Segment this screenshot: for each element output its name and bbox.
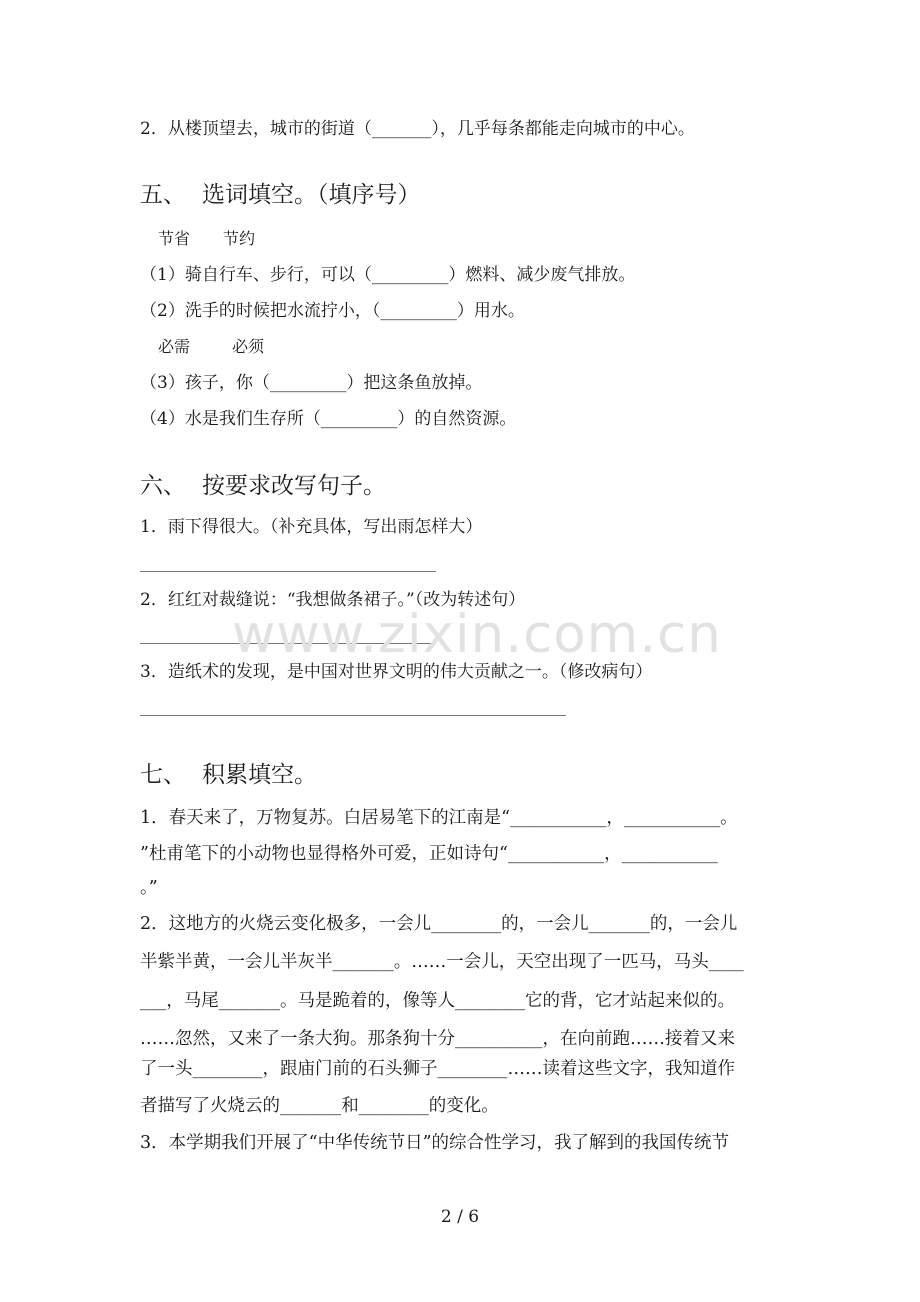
section-7-title: 积累填空。 — [202, 762, 317, 788]
section-7-line-3: 。” — [140, 878, 158, 898]
section-5-number: 五、 — [140, 182, 186, 208]
section-7-line-1: 1．春天来了，万物复苏。白居易笔下的江南是“___________，___________。 — [140, 808, 738, 828]
section-7-line-5: 半紫半黄，一会儿半灰半_______。……一会儿，天空出现了一匹马，马头____ — [140, 952, 744, 972]
answer-line-3 — [140, 715, 566, 716]
section-6-question-2: 2．红红对裁缝说：“我想做条裙子。”（改为转述句） — [140, 590, 526, 610]
section-7-line-4: 2．这地方的火烧云变化极多，一会儿________的，一会儿_______的，一会儿 — [140, 914, 738, 934]
section-6-heading — [140, 471, 386, 501]
section-5-item-2: （2）洗手的时候把水流拧小，（_________）用水。 — [140, 301, 525, 321]
word-option-bixu-need: 必需 — [158, 337, 191, 356]
section-6-number: 六、 — [140, 473, 186, 499]
section-7-line-10: 3．本学期我们开展了“中华传统节日”的综合性学习，我了解到的我国传统节 — [140, 1133, 730, 1153]
section-5-item-4: （4）水是我们生存所（_________）的自然资源。 — [140, 409, 517, 429]
word-option-jieyue: 节约 — [223, 229, 256, 248]
section-5-item-1: （1）骑自行车、步行，可以（_________）燃料、减少废气排放。 — [140, 265, 636, 285]
word-option-jiesheng: 节省 — [158, 229, 191, 248]
section-7-line-2: ”杜甫笔下的小动物也显得格外可爱，正如诗句“___________，___________ — [140, 844, 718, 864]
section-5-title: 选词填空。（填序号） — [202, 182, 421, 208]
section-7-heading — [140, 760, 317, 790]
section-7-line-8: 了一头________，跟庙门前的石头狮子________……读着这些文字，我知道作 — [140, 1059, 735, 1079]
section-7-line-6: ___，马尾_______。马是跪着的，像等人________它的背，它才站起来似的。 — [140, 991, 735, 1011]
section-5-item-3: （3）孩子，你（_________）把这条鱼放掉。 — [140, 373, 483, 393]
question-5-line-2: 2．从楼顶望去，城市的街道（_______），几乎每条都能走向城市的中心。 — [140, 119, 695, 139]
page-number: 2 / 6 — [440, 1207, 480, 1227]
section-7-number: 七、 — [140, 762, 186, 788]
section-7-line-9: 者描写了火烧云的_______和________的变化。 — [140, 1096, 499, 1116]
section-6-question-3: 3．造纸术的发现，是中国对世界文明的伟大贡献之一。（修改病句） — [140, 662, 653, 682]
section-6-title: 按要求改写句子。 — [202, 473, 386, 499]
word-option-bixu-must: 必须 — [232, 337, 265, 356]
section-7-line-7: ……忽然，又来了一条大狗。那条狗十分__________，在向前跑……接着又来 — [140, 1029, 735, 1049]
section-6-question-1: 1．雨下得很大。（补充具体，写出雨怎样大） — [140, 517, 483, 537]
answer-line-1 — [140, 571, 436, 572]
section-5-heading — [140, 180, 421, 210]
watermark: www.zixin.com.cn — [232, 604, 722, 665]
